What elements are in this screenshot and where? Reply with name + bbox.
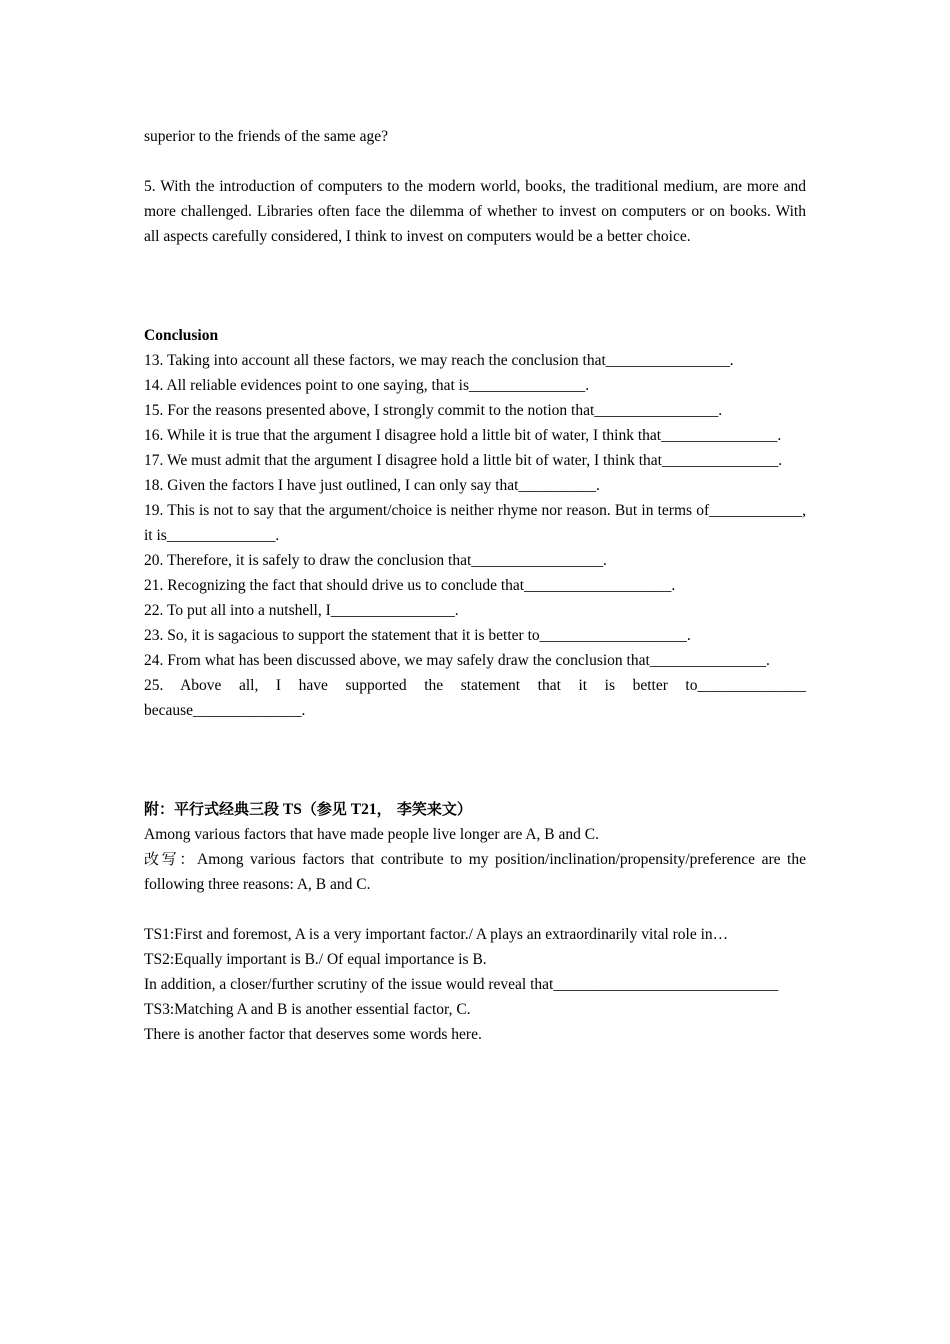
appendix-heading: 附：平行式经典三段 TS（参见 T21， 李笑来文）	[144, 800, 472, 818]
conclusion-item: 13. Taking into account all these factors, we may reach the conclusion that________________.	[144, 352, 734, 369]
last-line: There is another factor that deserves some words here.	[144, 1026, 482, 1043]
spacer	[144, 249, 806, 323]
conclusion-item: 25. Above all, I have supported the statement that it is better to______________ because______________.	[144, 677, 806, 719]
conclusion-item: 14. All reliable evidences point to one saying, that is_______________.	[144, 377, 590, 394]
in-addition-line: In addition, a closer/further scrutiny of the issue would reveal that_____________________________	[144, 976, 779, 993]
appendix-line-1: Among various factors that have made people live longer are A, B and C.	[144, 826, 599, 843]
conclusion-item: 20. Therefore, it is safely to draw the conclusion that_________________.	[144, 552, 607, 569]
document-page	[144, 124, 806, 1047]
ts1-line: TS1:First and foremost, A is a very important factor./ A plays an extraordinarily vital role in…	[144, 926, 729, 943]
appendix-rewrite	[144, 847, 806, 897]
conclusion-item: 21. Recognizing the fact that should drive us to conclude that___________________.	[144, 577, 676, 594]
rewrite-label: 改写：	[144, 850, 198, 868]
ts3-line: TS3:Matching A and B is another essential factor, C.	[144, 1001, 471, 1018]
conclusion-item: 18. Given the factors I have just outlined, I can only say that__________.	[144, 477, 600, 494]
conclusion-item: 15. For the reasons presented above, I strongly commit to the notion that________________.	[144, 402, 723, 419]
conclusion-heading: Conclusion	[144, 327, 219, 344]
rewrite-text: Among various factors that contribute to my position/inclination/propensity/preference are the following three reasons: A, B and C.	[144, 851, 806, 893]
conclusion-list	[144, 348, 806, 723]
conclusion-item: 17. We must admit that the argument I disagree hold a little bit of water, I think that_______________.	[144, 452, 783, 469]
conclusion-item: 22. To put all into a nutshell, I________________.	[144, 602, 459, 619]
intro-item-5: 5. With the introduction of computers to the modern world, books, the traditional medium, are more and more challenged. Libraries often face the dilemma of whether to invest on computers or on books. With all aspects carefully considered, I think to invest on computers would be a better choice.	[144, 178, 806, 245]
spacer	[144, 723, 806, 797]
ts2-line: TS2:Equally important is B./ Of equal importance is B.	[144, 951, 487, 968]
spacer	[144, 897, 806, 922]
spacer	[144, 149, 806, 174]
conclusion-item: 16. While it is true that the argument I disagree hold a little bit of water, I think that_______________.	[144, 427, 782, 444]
conclusion-item: 19. This is not to say that the argument/choice is neither rhyme nor reason. But in terms of____________, it is______________.	[144, 502, 806, 544]
conclusion-item: 24. From what has been discussed above, we may safely draw the conclusion that_______________.	[144, 652, 770, 669]
intro-fragment: superior to the friends of the same age?	[144, 128, 389, 145]
conclusion-item: 23. So, it is sagacious to support the statement that it is better to___________________.	[144, 627, 691, 644]
